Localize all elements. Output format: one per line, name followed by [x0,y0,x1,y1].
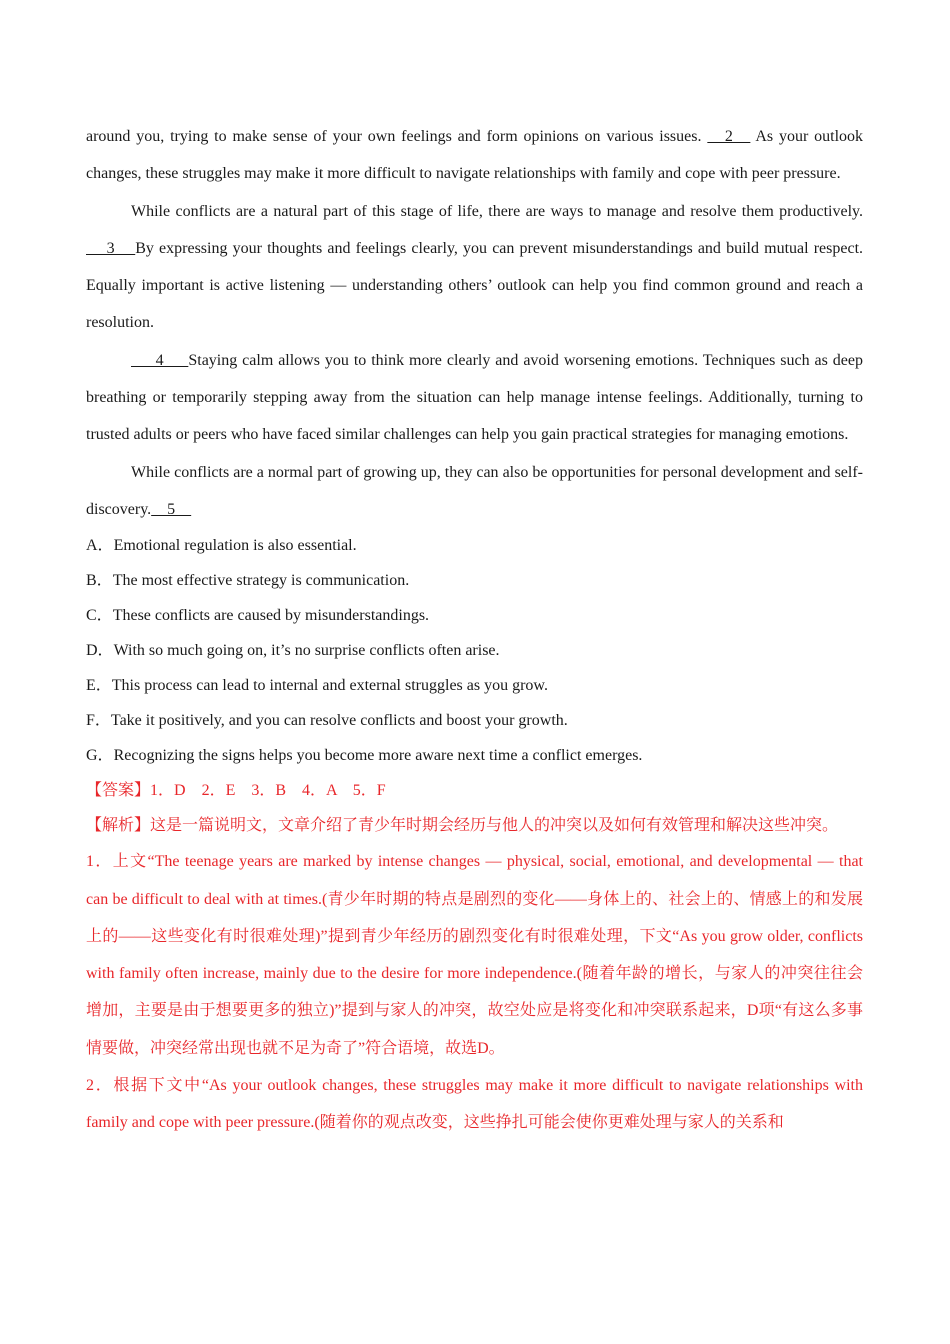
options-list [86,528,863,773]
analysis-item-1: 1．上文“The teenage years are marked by intense changes — physical, social, emotional, and developmental — that can be difficult to deal with at times.(青少年时期的特点是剧烈的变化——身体上的、社会上的、情感上的和发展上的——这些变化有时很难处理)”提到青少年经历的剧烈变化有时很难处理，下文“As you grow older, conflicts with family often increase, mainly due to the desire for more independence.(随着年龄的增长，与家人的冲突往往会增加，主要是由于想要更多的独立)”提到与家人的冲突，故空处应是将变化和冲突联系起来，D项“有这么多事情要做，冲突经常出现也就不足为奇了”符合语境，故选D。 [86,853,863,1057]
option-letter: E． [86,677,112,695]
option-letter: A． [86,537,114,555]
option-letter: D． [86,642,114,660]
option-a [86,528,863,563]
answer-tag: 【答案】 [86,782,151,800]
option-letter: G． [86,747,114,765]
option-text: With so much going on, it’s no surprise conflicts often arise. [113,642,500,660]
blank-4: 4 [131,351,189,369]
option-text: Recognizing the signs helps you become more aware next time a conflict emerges. [113,747,643,765]
option-b [86,563,863,598]
option-letter: C． [86,607,113,625]
option-text: The most effective strategy is communication. [112,572,410,590]
passage-text: around you, trying to make sense of your own feelings and form opinions on various issues. [86,128,708,145]
document-content [86,118,863,1142]
option-letter: B． [86,572,113,590]
blank-5: 5 [151,500,192,518]
blank-2: 2 [707,128,751,145]
option-text: Take it positively, and you can resolve conflicts and boost your growth. [110,712,568,730]
answer-text: 1．D 2．E 3．B 4．A 5．F [150,782,386,800]
passage-paragraph-3 [86,342,863,454]
option-g [86,738,863,773]
option-e [86,668,863,703]
passage-paragraph-1 [86,118,863,193]
option-text: Emotional regulation is also essential. [113,537,357,555]
passage-paragraph-2 [86,193,863,342]
blank-3: 3 [86,239,136,257]
analysis-tag: 【解析】 [86,817,151,835]
option-letter: F． [86,712,111,730]
option-d [86,633,863,668]
analysis-item-2: 2．根据下文中“As your outlook changes, these struggles may make it more difficult to navigate relationships with family and cope with peer pressure.(随着你的观点改变，这些挣扎可能会使你更难处理与家人的关系和 [86,1077,863,1132]
answer-line [86,773,863,808]
passage-text: As your outlook changes, these struggles may make it more difficult to navigate relationships with family and cope with peer pressure. [86,128,864,183]
passage-text: While conflicts are a natural part of this stage of life, there are ways to manage and resolve them productively. [131,202,863,220]
passage-text: By expressing your thoughts and feelings clearly, you can prevent misunderstandings and build mutual respect. Equally important is active listening — understanding others’ outlook can help you find common ground and reach a resolution. [86,239,864,332]
analysis-summary [86,808,863,843]
passage-text: While conflicts are a normal part of growing up, they can also be opportunities for personal development and self-discovery. [86,463,863,518]
option-text: These conflicts are caused by misunderstandings. [112,607,430,625]
option-c [86,598,863,633]
passage-text: Staying calm allows you to think more clearly and avoid worsening emotions. Techniques such as deep breathing or temporarily stepping away from the situation can help manage intense feelings. Additionally, turning to trusted adults or peers who have faced similar challenges can help you gain practical strategies for managing emotions. [86,351,864,444]
passage-paragraph-4 [86,454,863,529]
analysis-summary-text: 这是一篇说明文，文章介绍了青少年时期会经历与他人的冲突以及如何有效管理和解决这些冲突。 [150,817,839,835]
option-text: This process can lead to internal and external struggles as you grow. [111,677,548,695]
option-f [86,703,863,738]
